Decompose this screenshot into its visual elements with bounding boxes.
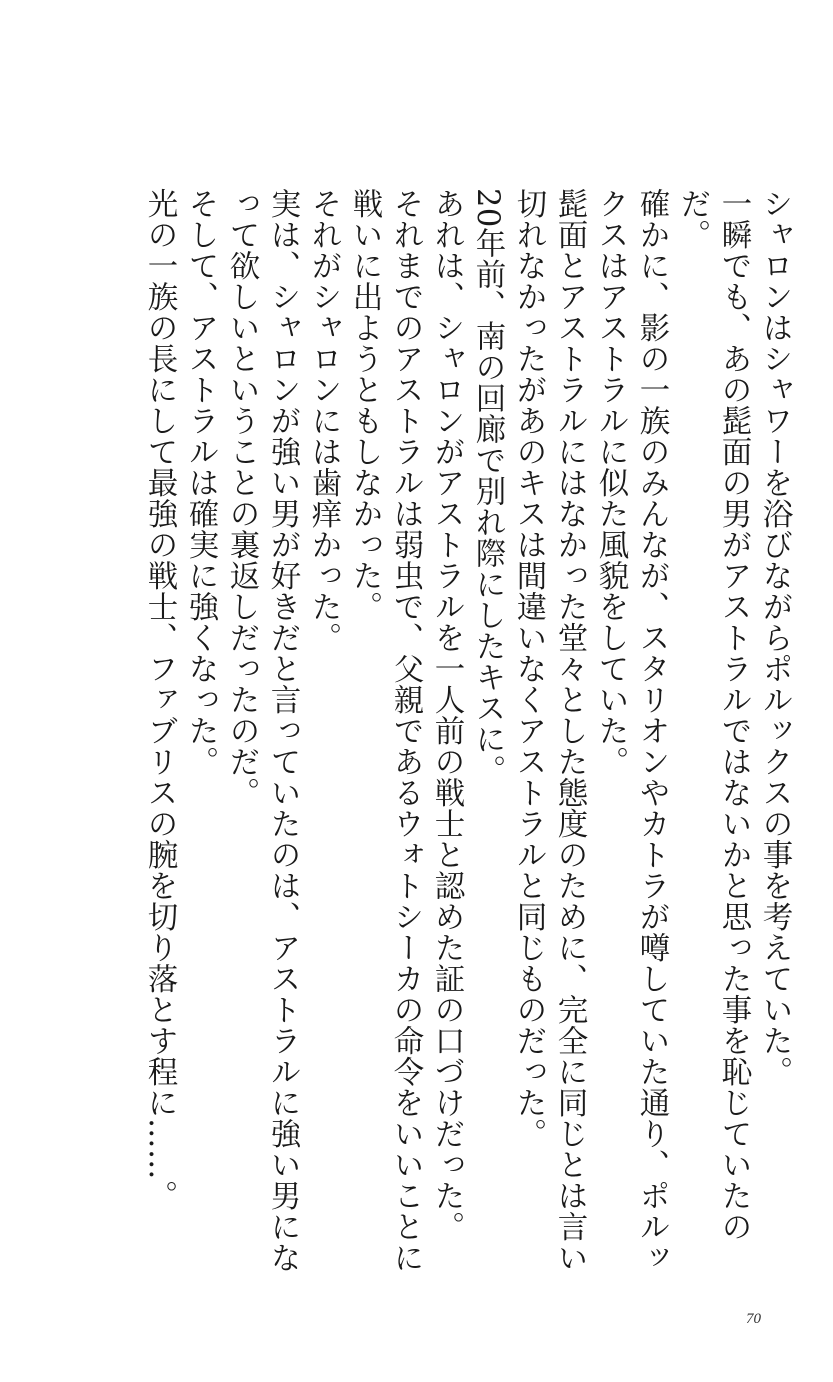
paragraph: 確かに、影の一族のみんなが、スタリオンやカトラが噂していた通り、ポルックスはアストラルに似た風貌をしていた。	[593, 188, 669, 1273]
paragraph: 実は、シャロンが強い男が好きだと言っていたのは、アストラルに強い男になって欲しいということの裏返しだったのだ。	[224, 188, 300, 1273]
paragraph: シャロンはシャワーを浴びながらポルックスの事を考えていた。	[757, 188, 792, 1087]
paragraph: 髭面とアストラルにはなかった堂々とした態度のために、完全に同じとは言い切れなかったがあのキスは間違いなくアストラルと同じものだった。	[511, 188, 587, 1273]
paragraph: それまでのアストラルは弱虫で、父親であるウォトシーカの命令をいいことに戦いに出ようともしなかった。	[347, 188, 423, 1273]
paragraph: 一瞬でも、あの髭面の男がアストラルではないかと思った事を恥じていたのだ。	[675, 188, 751, 1242]
paragraph: あれは、シャロンがアストラルを一人前の戦士と認めた証の口づけだった。	[429, 188, 464, 1242]
paragraph: 光の一族の長にして最強の戦士、ファブリスの腕を切り落とす程に……。	[142, 188, 177, 1211]
paragraph: それがシャロンには歯痒かった。	[306, 188, 341, 653]
page-number: 70	[746, 1311, 761, 1327]
paragraph: 20年前、南の回廊で別れ際にしたキスに。	[470, 188, 505, 786]
vertical-text-body	[15, 188, 795, 1288]
paragraph: そして、アストラルは確実に強くなった。	[183, 188, 218, 777]
